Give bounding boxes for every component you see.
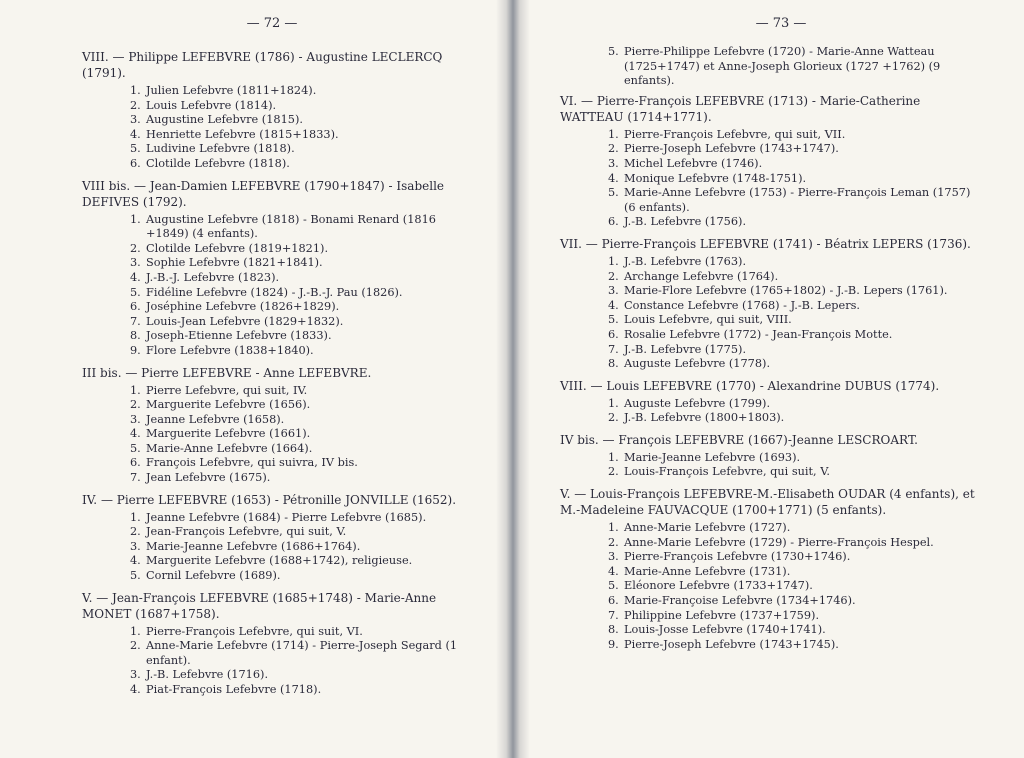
entry-text: Auguste Lefebvre (1778).: [624, 357, 771, 371]
child-entry: [608, 299, 982, 314]
children-list: [82, 511, 472, 584]
child-entry: [130, 398, 472, 413]
entry-text: Eléonore Lefebvre (1733+1747).: [624, 579, 813, 593]
entry-number: 2.: [608, 142, 619, 156]
child-entry: [608, 594, 982, 609]
entry-text: J.-B. Lefebvre (1716).: [146, 668, 269, 682]
child-entry: [130, 427, 472, 442]
child-entry: [130, 84, 472, 99]
child-entry: [608, 638, 982, 653]
entry-text: Jeanne Lefebvre (1658).: [146, 412, 285, 426]
child-entry: [608, 465, 982, 480]
generation-section: [560, 236, 982, 372]
entry-text: Marie-Françoise Lefebvre (1734+1746).: [624, 594, 856, 608]
entry-text: Julien Lefebvre (1811+1824).: [146, 84, 317, 97]
entry-number: 1.: [130, 212, 141, 226]
entry-text: Louis-François Lefebvre, qui suit, V.: [624, 465, 831, 479]
entry-number: 2.: [608, 269, 619, 283]
entry-number: 6.: [130, 156, 141, 170]
child-entry: [608, 397, 982, 412]
children-list: [560, 255, 982, 372]
child-entry: [130, 456, 472, 471]
child-entry: [608, 623, 982, 638]
entry-number: 4.: [130, 683, 141, 696]
child-entry: [130, 157, 472, 172]
children-list: [560, 128, 982, 230]
entry-number: 7.: [608, 342, 619, 356]
generation-section: [82, 365, 472, 486]
entry-text: François Lefebvre, qui suivra, IV bis.: [146, 456, 358, 470]
entry-number: 2.: [130, 98, 141, 112]
child-entry: [608, 186, 982, 215]
generation-section: [82, 492, 472, 584]
entry-number: 3.: [130, 113, 141, 127]
entry-number: 6.: [608, 594, 619, 608]
entry-number: 7.: [130, 471, 141, 485]
entry-number: 4.: [608, 298, 619, 312]
entry-text: Auguste Lefebvre (1799).: [624, 396, 771, 410]
child-entry: [608, 328, 982, 343]
child-entry: [608, 565, 982, 580]
child-entry: [608, 521, 982, 536]
child-entry: [130, 540, 472, 555]
entry-text: J.-B.-J. Lefebvre (1823).: [146, 270, 280, 284]
child-entry: [130, 554, 472, 569]
entry-text: Constance Lefebvre (1768) - J.-B. Lepers.: [624, 298, 861, 312]
entry-number: 5.: [130, 441, 141, 455]
entry-text: Philippine Lefebvre (1737+1759).: [624, 608, 820, 622]
couple-heading: VIII. — Louis LEFEBVRE (1770) - Alexandrine DUBUS (1774).: [560, 378, 940, 393]
child-entry: [130, 213, 472, 242]
entry-text: Piat-François Lefebvre (1718).: [146, 683, 322, 696]
child-entry: [608, 157, 982, 172]
entry-number: 6.: [130, 456, 141, 470]
child-entry: [130, 413, 472, 428]
child-entry: [608, 411, 982, 426]
entry-number: 3.: [608, 284, 619, 298]
child-entry: [130, 639, 472, 668]
children-list: [82, 84, 472, 172]
entry-text: Pierre-François Lefebvre, qui suit, VII.: [624, 127, 846, 141]
entry-text: Cornil Lefebvre (1689).: [146, 569, 281, 583]
entry-number: 1.: [130, 624, 141, 638]
page-number: — 72 —: [246, 16, 298, 31]
generation-section: [560, 486, 982, 652]
entry-text: Augustine Lefebvre (1815).: [146, 113, 303, 127]
child-entry: [130, 344, 472, 359]
entry-number: 6.: [130, 300, 141, 314]
entry-text: Jean-François Lefebvre, qui suit, V.: [146, 525, 347, 539]
entry-text: Louis Lefebvre (1814).: [146, 98, 277, 112]
entry-number: 5.: [608, 45, 619, 58]
entry-number: 1.: [608, 254, 619, 268]
child-entry: [130, 99, 472, 114]
entry-number: 3.: [608, 550, 619, 564]
entry-number: 3.: [130, 539, 141, 553]
entry-number: 5.: [608, 186, 619, 200]
couple-heading: III bis. — Pierre LEFEBVRE - Anne LEFEBVRE.: [82, 365, 372, 380]
generation-section: [560, 432, 982, 480]
child-entry: [130, 442, 472, 457]
child-entry: [608, 128, 982, 143]
child-entry: [608, 579, 982, 594]
entry-number: 5.: [130, 569, 141, 583]
entry-text: Michel Lefebvre (1746).: [624, 156, 763, 170]
entry-text: J.-B. Lefebvre (1775).: [624, 342, 747, 356]
entry-text: Rosalie Lefebvre (1772) - Jean-François Motte.: [624, 327, 893, 341]
entry-number: 7.: [130, 314, 141, 328]
entry-text: Jean Lefebvre (1675).: [146, 471, 271, 485]
entry-text: Pierre-Joseph Lefebvre (1743+1745).: [624, 637, 839, 651]
child-entry: [608, 172, 982, 187]
children-list: [560, 397, 982, 426]
child-entry: [130, 569, 472, 584]
entry-text: Marguerite Lefebvre (1656).: [146, 398, 311, 412]
child-entry: [608, 536, 982, 551]
child-entry: [608, 313, 982, 328]
entry-text: Jeanne Lefebvre (1684) - Pierre Lefebvre (1685).: [146, 510, 427, 524]
generation-section: [560, 93, 982, 230]
entry-text: J.-B. Lefebvre (1800+1803).: [624, 411, 785, 425]
genealogy-sections: [82, 49, 472, 698]
entry-number: 4.: [130, 554, 141, 568]
entry-number: 2.: [130, 639, 141, 653]
generation-section: [560, 378, 982, 426]
couple-heading: IV bis. — François LEFEBVRE (1667)-Jeanne LESCROART.: [560, 432, 918, 447]
entry-text: Henriette Lefebvre (1815+1833).: [146, 127, 339, 141]
entry-text: Louis-Jean Lefebvre (1829+1832).: [146, 314, 344, 328]
entry-number: 1.: [608, 396, 619, 410]
entry-text: Anne-Marie Lefebvre (1714) - Pierre-Joseph Segard (1 enfant).: [146, 639, 458, 667]
entry-number: 5.: [130, 285, 141, 299]
child-entry: [608, 270, 982, 285]
entry-text: Joséphine Lefebvre (1826+1829).: [146, 300, 340, 314]
entry-text: Anne-Marie Lefebvre (1729) - Pierre-François Hespel.: [624, 535, 934, 549]
child-entry: [130, 256, 472, 271]
child-entry: [608, 609, 982, 624]
entry-number: 2.: [608, 411, 619, 425]
child-entry: [130, 300, 472, 315]
entry-text: J.-B. Lefebvre (1756).: [624, 215, 747, 229]
child-entry: [608, 451, 982, 466]
couple-heading: V. — Louis-François LEFEBVRE-M.-Elisabeth OUDAR (4 enfants), et M.-Madeleine FAUVACQUE (1700+1771) (5 enfants).: [560, 487, 975, 518]
genealogy-sections: [560, 93, 982, 653]
child-entry: [608, 550, 982, 565]
entry-text: Monique Lefebvre (1748-1751).: [624, 171, 807, 185]
entry-text: Flore Lefebvre (1838+1840).: [146, 343, 314, 357]
entry-text: Marie-Anne Lefebvre (1753) - Pierre-François Leman (1757) (6 enfants).: [624, 186, 971, 214]
entry-text: Anne-Marie Lefebvre (1727).: [624, 521, 791, 535]
child-entry: [130, 668, 472, 683]
entry-number: 5.: [608, 579, 619, 593]
entry-text: Ludivine Lefebvre (1818).: [146, 142, 295, 156]
entry-number: 2.: [130, 241, 141, 255]
child-entry: [130, 271, 472, 286]
generation-section: [82, 590, 472, 698]
children-list: [560, 451, 982, 480]
child-entry: [130, 142, 472, 157]
entry-number: 4.: [130, 427, 141, 441]
entry-number: 8.: [608, 623, 619, 637]
couple-heading: VIII. — Philippe LEFEBVRE (1786) - Augustine LECLERCQ (1791).: [82, 50, 443, 80]
entry-number: 7.: [608, 608, 619, 622]
couple-heading: VIII bis. — Jean-Damien LEFEBVRE (1790+1847) - Isabelle DEFIVES (1792).: [82, 178, 445, 209]
entry-text: Pierre-Philippe Lefebvre (1720) - Marie-Anne Watteau (1725+1747) et Anne-Joseph Glorieux (1727 +1762) (9 enfants).: [624, 45, 941, 88]
child-entry: [608, 357, 982, 372]
entry-text: Clotilde Lefebvre (1819+1821).: [146, 241, 329, 255]
child-entry: [130, 128, 472, 143]
children-list: [560, 521, 982, 652]
entry-number: 1.: [608, 521, 619, 535]
page-number: — 73 —: [755, 16, 807, 31]
entry-text: Marguerite Lefebvre (1688+1742), religieuse.: [146, 554, 413, 568]
entry-text: Marie-Anne Lefebvre (1731).: [624, 564, 791, 578]
couple-heading: V. — Jean-François LEFEBVRE (1685+1748) - Marie-Anne MONET (1687+1758).: [82, 590, 437, 621]
entry-number: 8.: [608, 357, 619, 371]
child-entry: [130, 113, 472, 128]
entry-text: Marie-Flore Lefebvre (1765+1802) - J.-B. Lepers (1761).: [624, 284, 948, 298]
child-entry: [130, 525, 472, 540]
entry-number: 4.: [130, 127, 141, 141]
entry-number: 8.: [130, 329, 141, 343]
child-entry: [130, 315, 472, 330]
entry-number: 1.: [130, 383, 141, 397]
entry-text: Marie-Jeanne Lefebvre (1693).: [624, 450, 801, 464]
entry-number: 3.: [608, 156, 619, 170]
couple-heading: IV. — Pierre LEFEBVRE (1653) - Pétronille JONVILLE (1652).: [82, 492, 457, 507]
child-entry: [130, 286, 472, 301]
entry-text: Fidéline Lefebvre (1824) - J.-B.-J. Pau (1826).: [146, 285, 403, 299]
generation-section: [82, 178, 472, 359]
entry-text: Archange Lefebvre (1764).: [624, 269, 779, 283]
entry-number: 5.: [130, 142, 141, 156]
child-entry: [608, 215, 982, 230]
children-list: [82, 625, 472, 698]
entry-number: 9.: [130, 343, 141, 357]
entry-number: 6.: [608, 215, 619, 229]
entry-number: 9.: [608, 637, 619, 651]
child-entry: [130, 471, 472, 486]
entry-text: Joseph-Etienne Lefebvre (1833).: [146, 329, 332, 343]
entry-number: 1.: [608, 450, 619, 464]
entry-text: Marie-Anne Lefebvre (1664).: [146, 441, 313, 455]
right-page: [512, 0, 1024, 758]
entry-number: 3.: [130, 256, 141, 270]
entry-number: 1.: [130, 510, 141, 524]
child-entry: [130, 511, 472, 526]
entry-text: Sophie Lefebvre (1821+1841).: [146, 256, 323, 270]
child-entry: [608, 343, 982, 358]
entry-number: 1.: [608, 127, 619, 141]
entry-number: 3.: [130, 668, 141, 682]
entry-number: 2.: [608, 465, 619, 479]
child-entry: [608, 284, 982, 299]
entry-number: 4.: [608, 171, 619, 185]
entry-text: Pierre-François Lefebvre (1730+1746).: [624, 550, 851, 564]
entry-number: 4.: [130, 270, 141, 284]
entry-text: Marguerite Lefebvre (1661).: [146, 427, 311, 441]
generation-section: [82, 49, 472, 172]
child-entry: [608, 142, 982, 157]
entry-number: 2.: [130, 398, 141, 412]
entry-text: Pierre-Joseph Lefebvre (1743+1747).: [624, 142, 839, 156]
couple-heading: VII. — Pierre-François LEFEBVRE (1741) - Béatrix LEPERS (1736).: [560, 236, 971, 251]
entry-text: Pierre-François Lefebvre, qui suit, VI.: [146, 624, 363, 638]
entry-number: 1.: [130, 84, 141, 97]
entry-text: Louis Lefebvre, qui suit, VIII.: [624, 313, 792, 327]
entry-text: Clotilde Lefebvre (1818).: [146, 156, 290, 170]
children-list: [82, 384, 472, 486]
entry-text: Marie-Jeanne Lefebvre (1686+1764).: [146, 539, 361, 553]
couple-heading: VI. — Pierre-François LEFEBVRE (1713) - Marie-Catherine WATTEAU (1714+1771).: [560, 93, 921, 124]
entry-number: 2.: [130, 525, 141, 539]
entry-number: 2.: [608, 535, 619, 549]
entry-number: 5.: [608, 313, 619, 327]
child-entry: [130, 329, 472, 344]
entry-text: J.-B. Lefebvre (1763).: [624, 254, 747, 268]
entry-text: Augustine Lefebvre (1818) - Bonami Renard (1816 +1849) (4 enfants).: [146, 212, 436, 241]
child-entry: [130, 242, 472, 257]
entry-text: Pierre Lefebvre, qui suit, IV.: [146, 383, 308, 397]
entry-number: 6.: [608, 327, 619, 341]
child-entry: [130, 683, 472, 698]
children-list: [82, 213, 472, 359]
entry-number: 4.: [608, 564, 619, 578]
child-entry: [608, 45, 982, 89]
child-entry: [130, 625, 472, 640]
entry-text: Louis-Josse Lefebvre (1740+1741).: [624, 623, 826, 637]
child-entry: [130, 384, 472, 399]
child-entry: [608, 255, 982, 270]
continued-list: [560, 45, 982, 89]
entry-number: 3.: [130, 412, 141, 426]
